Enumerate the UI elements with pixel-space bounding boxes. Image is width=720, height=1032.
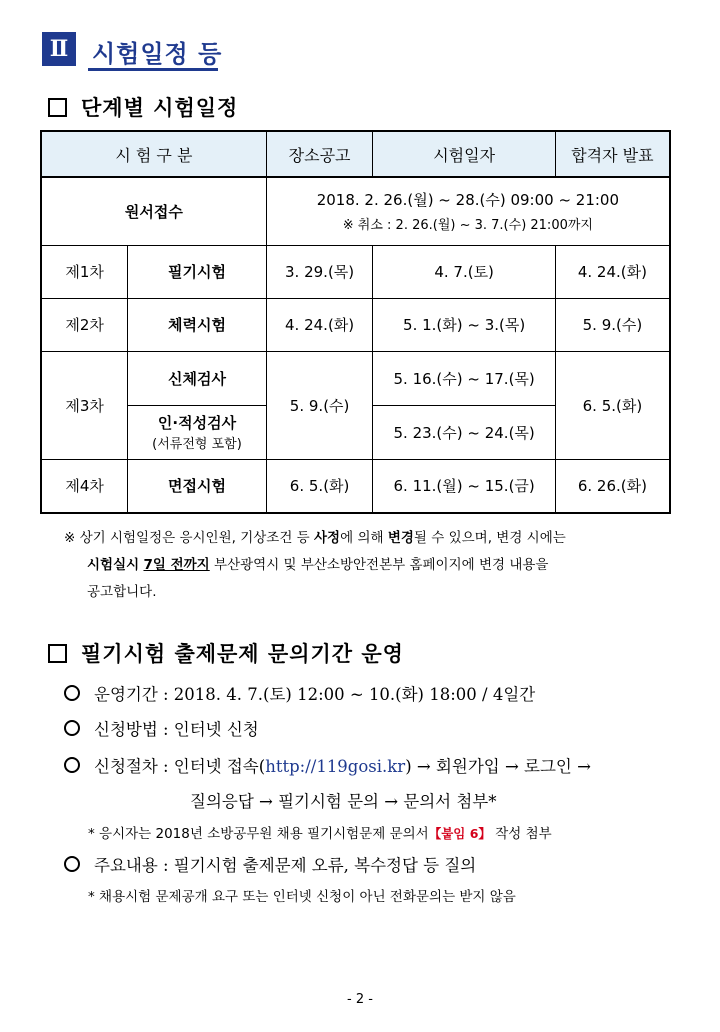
gosi-site-link[interactable]: http://119gosi.kr xyxy=(265,757,406,776)
round4-result: 6. 26.(화) xyxy=(555,459,670,513)
inquiry-content: 주요내용 : 필기시험 출제문제 오류, 복수정답 등 질의 xyxy=(94,856,477,875)
round3-venue: 5. 9.(수) xyxy=(266,351,373,459)
round3-stage: 제3차 xyxy=(41,351,128,459)
notice-text: ※ 상기 시험일정은 응시인원, 기상조건 등 xyxy=(64,530,315,546)
notice-line-3: 공고합니다. xyxy=(87,584,157,600)
footnote-2: * 채용시험 문제공개 요구 또는 인터넷 신청이 아닌 전화문의는 받지 않음 xyxy=(88,889,516,905)
notice-text: 에 의해 xyxy=(340,530,388,546)
notice-bold: 사정 xyxy=(314,530,341,546)
attachment-tag: 【붙임 6】 xyxy=(428,826,491,841)
application-cancel: ※ 취소 : 2. 26.(월) ~ 3. 7.(수) 21:00까지 xyxy=(342,218,593,234)
circle-bullet-icon xyxy=(64,757,80,773)
round2-stage: 제2차 xyxy=(41,298,128,351)
list-item xyxy=(64,681,535,705)
header-venue: 장소공고 xyxy=(266,131,373,177)
list-item xyxy=(64,753,591,777)
round4-name: 면접시험 xyxy=(128,459,267,513)
inquiry-heading xyxy=(48,638,404,668)
inquiry-period: 운영기간 : 2018. 4. 7.(토) 12:00 ~ 10.(화) 18:00 / 4일간 xyxy=(94,685,536,704)
round2-name: 체력시험 xyxy=(128,298,267,351)
inquiry-procedure: 신청절차 : 인터넷 접속( xyxy=(94,757,266,776)
notice-text: 될 수 있으며, 변경 시에는 xyxy=(413,530,566,546)
schedule-notice xyxy=(64,525,674,606)
inquiry-method: 신청방법 : 인터넷 신청 xyxy=(94,720,259,739)
round4-date: 6. 11.(월) ~ 15.(금) xyxy=(373,459,555,513)
list-item xyxy=(64,716,259,740)
circle-bullet-icon xyxy=(64,856,80,872)
round3-result: 6. 5.(화) xyxy=(555,351,670,459)
application-period-cell xyxy=(266,177,670,245)
round3-name-b: 인·적성검사 xyxy=(157,414,237,432)
round2-venue: 4. 24.(화) xyxy=(266,298,373,351)
table-header-row xyxy=(41,131,670,177)
notice-bold: 시험실시 xyxy=(87,557,140,573)
round2-date: 5. 1.(화) ~ 3.(목) xyxy=(373,298,555,351)
checkbox-square-icon xyxy=(48,98,67,117)
round3-name-b-note: (서류전형 포함) xyxy=(152,437,242,452)
header-date: 시험일자 xyxy=(373,131,555,177)
section-title-underline xyxy=(88,68,218,71)
inquiry-procedure-cont: ) → 회원가입 → 로그인 → xyxy=(405,757,591,776)
notice-line-2 xyxy=(64,552,674,579)
footnote-1 xyxy=(88,822,552,842)
inquiry-heading-text: 필기시험 출제문제 문의기간 운영 xyxy=(81,642,404,666)
round1-result: 4. 24.(화) xyxy=(555,245,670,298)
table-row xyxy=(41,177,670,245)
round4-venue: 6. 5.(화) xyxy=(266,459,373,513)
header-category: 시 험 구 분 xyxy=(41,131,266,177)
round1-stage: 제1차 xyxy=(41,245,128,298)
circle-bullet-icon xyxy=(64,720,80,736)
round3-date-b: 5. 23.(수) ~ 24.(목) xyxy=(373,405,555,459)
page-number: - 2 - xyxy=(347,992,373,1007)
round1-date: 4. 7.(토) xyxy=(373,245,555,298)
schedule-table xyxy=(40,130,671,514)
notice-text: 부산광역시 및 부산소방안전본부 홈페이지에 변경 내용을 xyxy=(209,557,549,573)
notice-bold: 변경 xyxy=(387,530,414,546)
round3-name-b-cell xyxy=(128,405,267,459)
schedule-heading xyxy=(48,92,238,122)
table-row xyxy=(41,351,670,405)
application-period: 2018. 2. 26.(월) ~ 28.(수) 09:00 ~ 21:00 xyxy=(316,191,620,210)
list-item xyxy=(64,852,476,876)
table-row xyxy=(41,298,670,351)
application-label: 원서접수 xyxy=(41,177,266,245)
checkbox-square-icon xyxy=(48,644,67,663)
footnote-text: 작성 첨부 xyxy=(490,826,552,842)
round3-name-a: 신체검사 xyxy=(128,351,267,405)
table-row xyxy=(41,459,670,513)
header-result: 합격자 발표 xyxy=(555,131,670,177)
round4-stage: 제4차 xyxy=(41,459,128,513)
round1-venue: 3. 29.(목) xyxy=(266,245,373,298)
notice-underlined: 7일 전까지 xyxy=(143,557,210,573)
circle-bullet-icon xyxy=(64,685,80,701)
inquiry-procedure-line-2: 질의응답 → 필기시험 문의 → 문의서 첨부* xyxy=(190,792,497,811)
table-row xyxy=(41,245,670,298)
round3-date-a: 5. 16.(수) ~ 17.(목) xyxy=(373,351,555,405)
round1-name: 필기시험 xyxy=(128,245,267,298)
section-number-badge: Ⅱ xyxy=(42,32,76,66)
round2-result: 5. 9.(수) xyxy=(555,298,670,351)
schedule-heading-text: 단계별 시험일정 xyxy=(81,96,239,120)
footnote-text: * 응시자는 2018년 소방공무원 채용 필기시험문제 문의서 xyxy=(88,826,429,842)
section-title: 시험일정 등 xyxy=(92,40,223,68)
